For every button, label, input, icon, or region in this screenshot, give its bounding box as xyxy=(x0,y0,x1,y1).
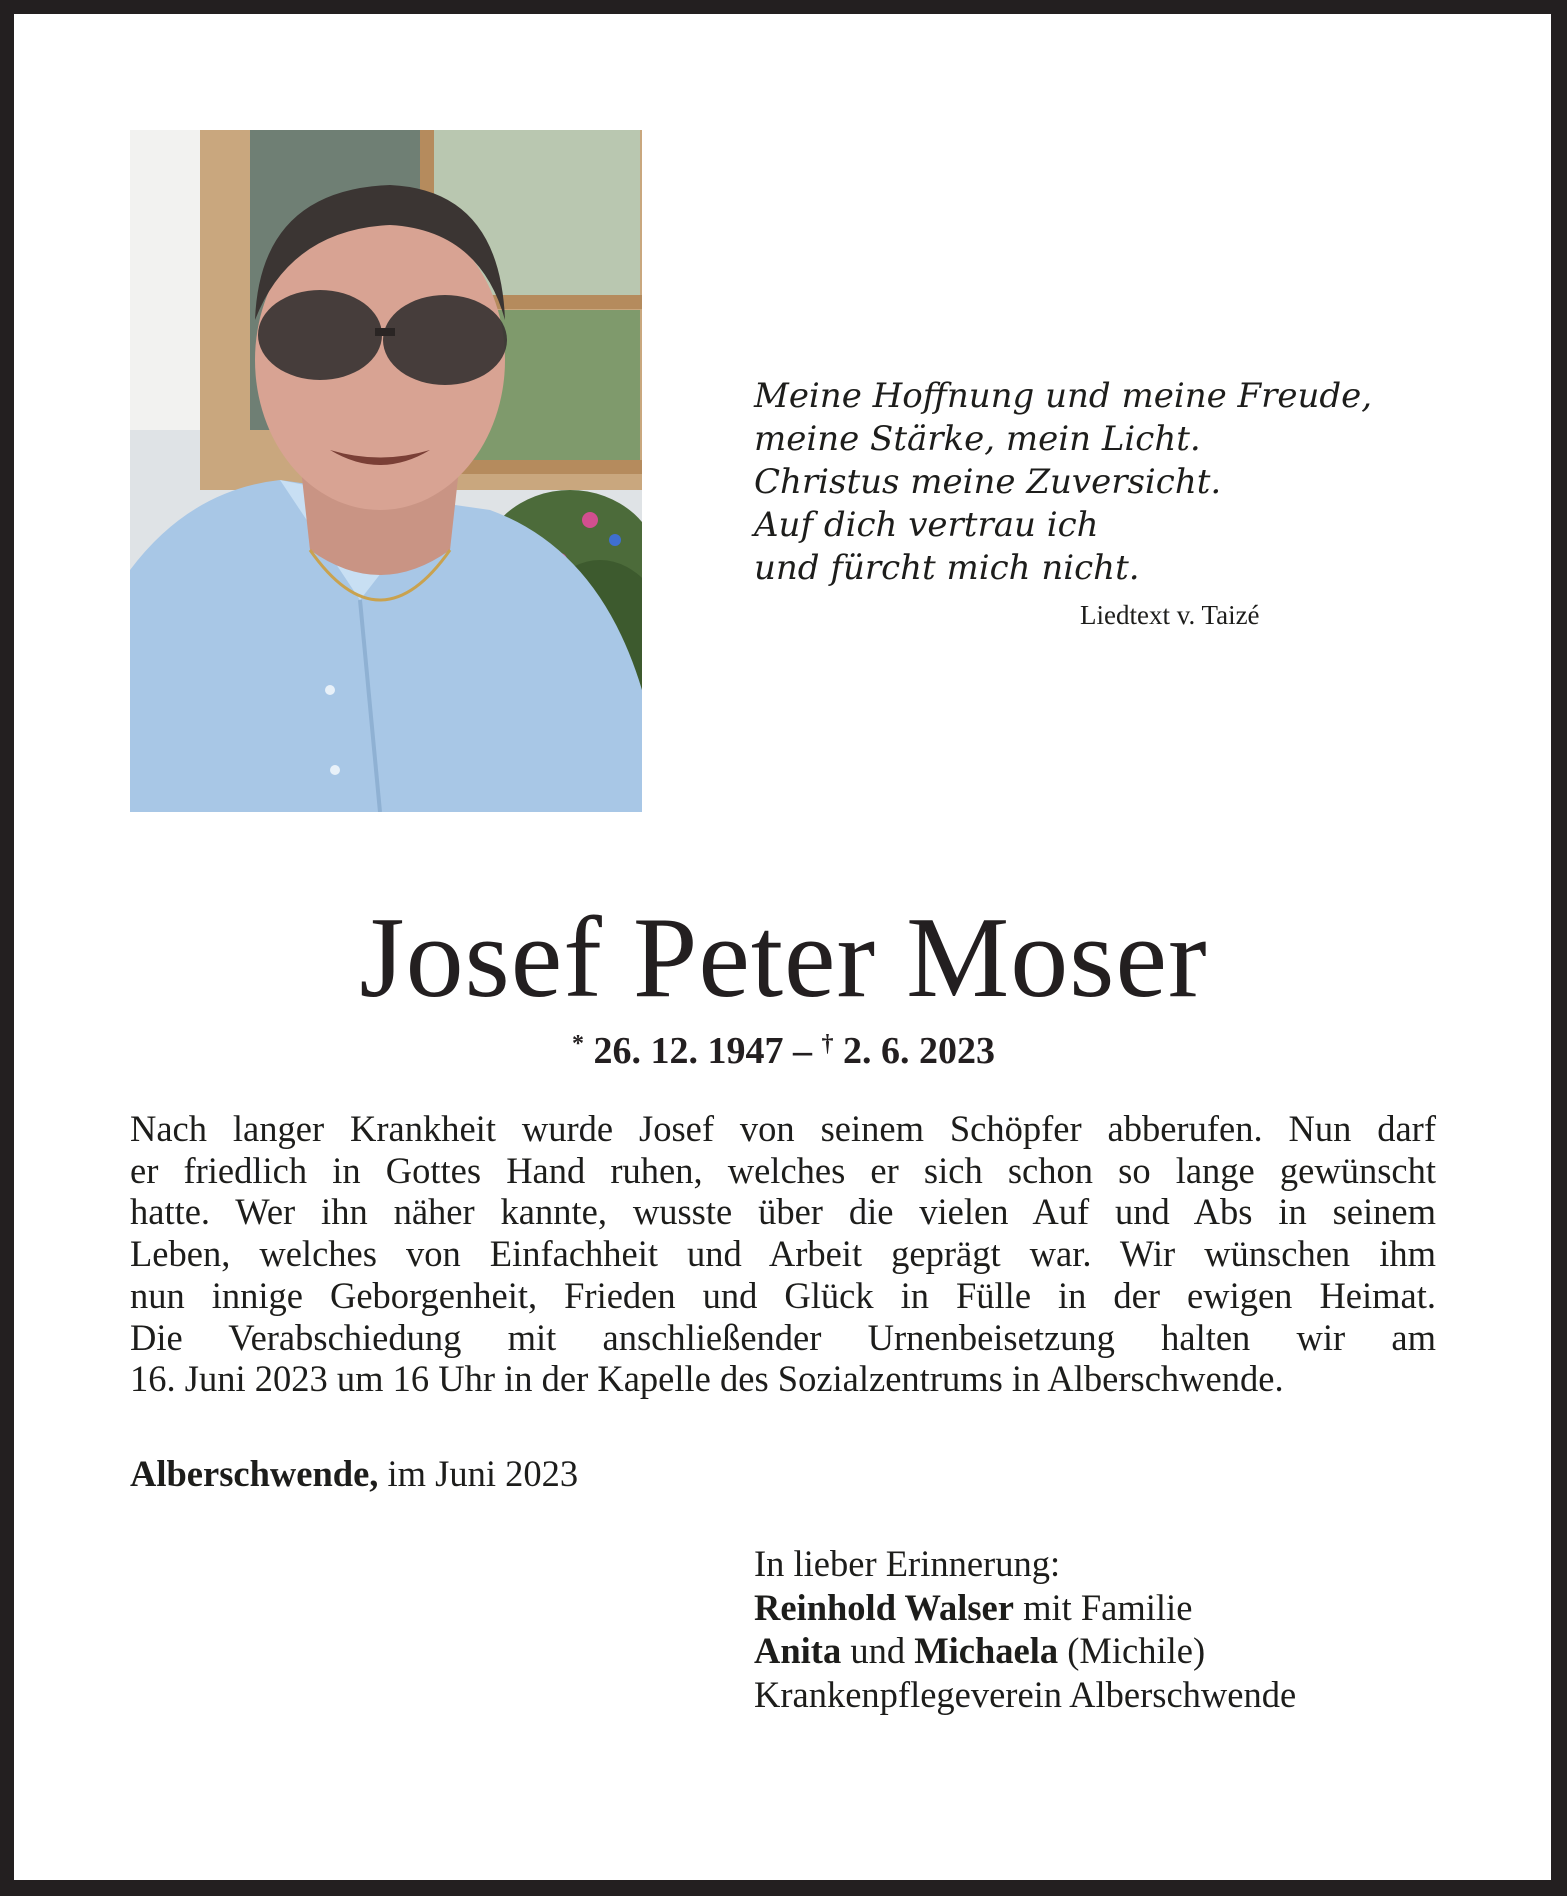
birth-symbol: * xyxy=(572,1031,584,1057)
memorial-intro: In lieber Erinnerung: xyxy=(754,1543,1061,1584)
place-month: im Juni 2023 xyxy=(378,1453,579,1494)
obituary-line: hatte. Wer ihn näher kannte, wusste über die vielen Auf und Abs in seinem xyxy=(130,1191,1436,1233)
mourner-name: Michaela xyxy=(914,1630,1059,1671)
mourner-name: Anita xyxy=(754,1630,842,1671)
quote-line: Auf dich vertrau ich xyxy=(754,505,1099,545)
obituary-line: nun innige Geborgenheit, Frieden und Glück in Fülle in der ewigen Heimat. xyxy=(130,1274,1436,1316)
obituary-line: Leben, welches von Einfachheit und Arbeit geprägt war. Wir wünschen ihm xyxy=(130,1233,1436,1275)
date-separator: – xyxy=(783,1030,822,1072)
place-town: Alberschwende, xyxy=(130,1453,379,1494)
mourners-block xyxy=(754,1542,1296,1716)
death-symbol: † xyxy=(821,1031,834,1057)
quote-line: Christus meine Zuversicht. xyxy=(754,462,1222,502)
obituary-line: er friedlich in Gottes Hand ruhen, welches er sich schon so lange gewünscht xyxy=(130,1149,1436,1191)
quote-line: und fürcht mich nicht. xyxy=(754,548,1140,588)
mourner-suffix: mit Familie xyxy=(1013,1586,1193,1628)
obituary-line: Die Verabschiedung mit anschließender Urnenbeisetzung halten wir am xyxy=(130,1316,1436,1358)
quote-line: Meine Hoffnung und meine Freude, xyxy=(754,376,1373,416)
mourner-row xyxy=(754,1629,1296,1673)
mourner-nickname: (Michile) xyxy=(1058,1630,1206,1671)
mourner-row xyxy=(754,1586,1296,1630)
obituary-line: Nach langer Krankheit wurde Josef von seinem Schöpfer abberufen. Nun darf xyxy=(130,1108,1436,1149)
portrait-illustration xyxy=(130,130,642,812)
mourner-join: und xyxy=(841,1630,915,1671)
birth-date: 26. 12. 1947 xyxy=(593,1030,784,1072)
quote-source: Liedtext v. Taizé xyxy=(1080,600,1260,630)
life-dates xyxy=(0,1020,1567,1075)
mourner-row: Krankenpflegeverein Alberschwende xyxy=(754,1673,1297,1715)
obituary-text xyxy=(130,1108,1436,1400)
portrait-photo xyxy=(130,130,642,812)
place-date xyxy=(130,1452,578,1496)
death-date: 2. 6. 2023 xyxy=(843,1030,995,1072)
quote-block xyxy=(754,375,1394,590)
mourner-name: Reinhold Walser xyxy=(754,1586,1014,1628)
quote-line: meine Stärke, mein Licht. xyxy=(754,419,1201,459)
obituary-line: 16. Juni 2023 um 16 Uhr in der Kapelle des Sozialzentrums in Alberschwende. xyxy=(130,1358,1284,1400)
deceased-name: Josef Peter Moser xyxy=(359,894,1208,1022)
